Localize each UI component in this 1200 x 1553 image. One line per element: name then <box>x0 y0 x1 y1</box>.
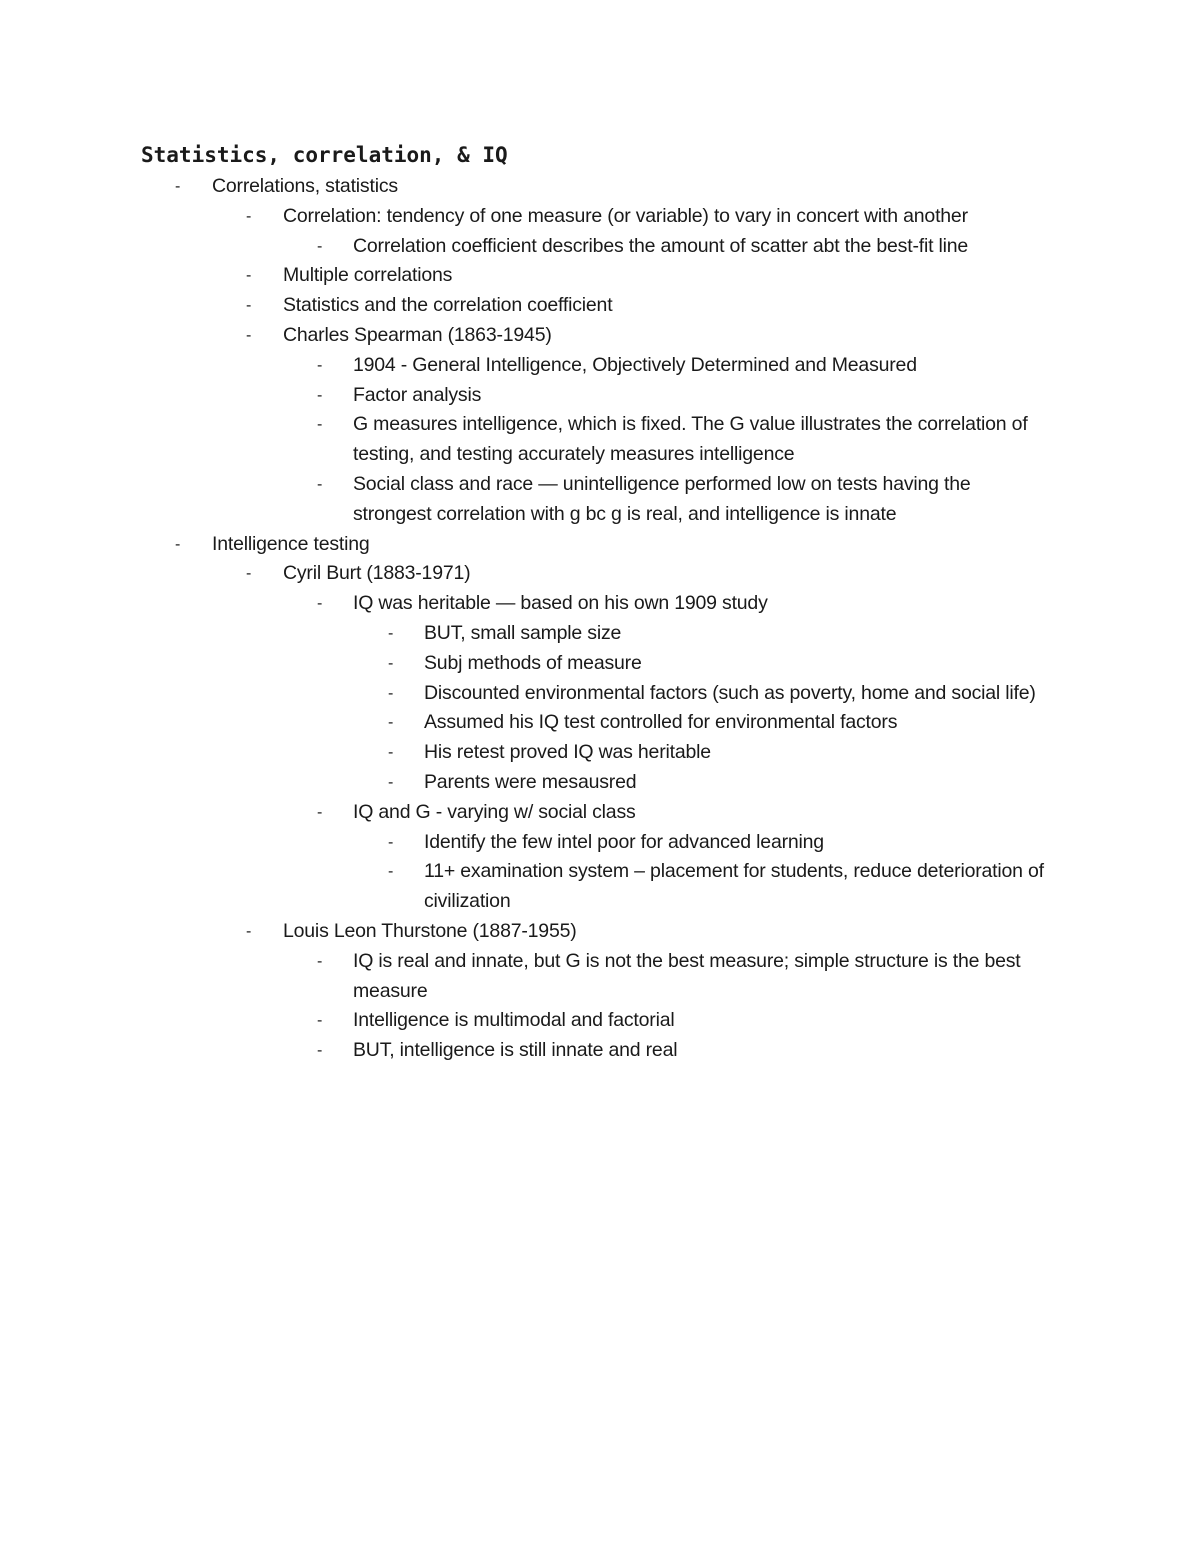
outline-item-text: His retest proved IQ was heritable <box>424 741 711 764</box>
outline-item-text: Discounted environmental factors (such as poverty, home and social life) <box>424 681 1036 704</box>
outline-item-level-2 <box>0 559 1200 589</box>
outline-item-level-3 <box>0 232 1200 262</box>
bullet-dash: - <box>388 714 394 732</box>
outline-item-text: Correlations, statistics <box>212 175 398 197</box>
bullet-dash: - <box>388 833 394 851</box>
outline-item-text: BUT, intelligence is still innate and real <box>353 1039 678 1062</box>
outline-item-text: Cyril Burt (1883-1971) <box>283 562 471 585</box>
outline-item-text: Correlation coefficient describes the amount of scatter abt the best-fit line <box>353 234 969 257</box>
outline-item-level-1 <box>0 172 1200 202</box>
bullet-dash: - <box>317 952 323 970</box>
bullet-dash: - <box>317 1042 323 1060</box>
outline-item-level-4 <box>0 649 1200 679</box>
outline-item-text: Intelligence testing <box>212 532 370 555</box>
outline-item-text: IQ is real and innate, but G is not the best measure; simple structure is the best measure <box>353 949 1021 1002</box>
bullet-dash: - <box>388 744 394 762</box>
outline-item-level-4 <box>0 828 1200 858</box>
outline-item-text: Identify the few intel poor for advanced learning <box>424 830 824 853</box>
outline-item-text: BUT, small sample size <box>424 621 622 644</box>
document-title: Statistics, correlation, & IQ <box>141 143 508 167</box>
outline-item-text: Multiple correlations <box>283 264 453 287</box>
bullet-dash: - <box>175 535 181 553</box>
outline-item-text: Correlation: tendency of one measure (or variable) to vary in concert with another <box>283 204 968 227</box>
bullet-dash: - <box>246 565 252 583</box>
outline-item-text: Charles Spearman (1863-1945) <box>283 323 552 346</box>
outline-item-level-3 <box>0 351 1200 381</box>
bullet-dash: - <box>317 595 323 613</box>
outline-item-level-2 <box>0 202 1200 232</box>
outline-item-level-4 <box>0 738 1200 768</box>
outline-item-level-4 <box>0 619 1200 649</box>
outline-item-text: Louis Leon Thurstone (1887-1955) <box>283 919 577 942</box>
bullet-dash: - <box>246 297 252 315</box>
bullet-dash: - <box>175 178 181 195</box>
outline-item-text: Social class and race — unintelligence performed low on tests having the strongest correlation with g bc g is real, and intelligence is innate <box>353 472 971 525</box>
bullet-dash: - <box>246 326 252 344</box>
outline-item-level-3 <box>0 589 1200 619</box>
bullet-dash: - <box>317 386 323 404</box>
outline-item-level-2 <box>0 261 1200 291</box>
bullet-dash: - <box>246 267 252 285</box>
outline-item-level-2 <box>0 291 1200 321</box>
bullet-dash: - <box>388 684 394 702</box>
outline-item-level-4 <box>0 679 1200 709</box>
bullet-dash: - <box>317 237 323 255</box>
bullet-dash: - <box>388 773 394 791</box>
bullet-dash: - <box>388 863 394 881</box>
bullet-dash: - <box>317 416 323 434</box>
bullet-dash: - <box>317 1012 323 1030</box>
outline-item-text: Assumed his IQ test controlled for environmental factors <box>424 711 898 734</box>
outline-item-text: Intelligence is multimodal and factorial <box>353 1009 675 1032</box>
outline-item-level-1 <box>0 530 1200 560</box>
outline-item-text: Subj methods of measure <box>424 651 642 674</box>
bullet-dash: - <box>246 207 252 225</box>
outline-item-level-3 <box>0 947 1200 1007</box>
outline-item-text: 1904 - General Intelligence, Objectively Determined and Measured <box>353 353 917 376</box>
outline-item-text: Factor analysis <box>353 383 482 406</box>
bullet-dash: - <box>388 624 394 642</box>
bullet-dash: - <box>317 475 323 493</box>
outline-item-level-4 <box>0 857 1200 917</box>
outline-item-level-4 <box>0 708 1200 738</box>
outline-item-text: Statistics and the correlation coefficient <box>283 294 613 317</box>
outline-item-text: 11+ examination system – placement for students, reduce deterioration of civilization <box>424 860 1044 913</box>
outline-item-level-2 <box>0 321 1200 351</box>
bullet-dash: - <box>317 356 323 374</box>
outline-item-text: Parents were mesausred <box>424 770 637 793</box>
notes-outline <box>0 172 1200 1066</box>
outline-item-level-3 <box>0 1006 1200 1036</box>
bullet-dash: - <box>246 922 252 940</box>
outline-item-level-3 <box>0 470 1200 530</box>
bullet-dash: - <box>317 803 323 821</box>
outline-item-text: IQ and G - varying w/ social class <box>353 800 636 823</box>
outline-item-level-3 <box>0 381 1200 411</box>
outline-item-text: IQ was heritable — based on his own 1909 study <box>353 592 768 615</box>
outline-item-level-2 <box>0 917 1200 947</box>
outline-item-level-3 <box>0 1036 1200 1066</box>
outline-item-text: G measures intelligence, which is fixed. The G value illustrates the correlation of testing, and testing accurately measures intelligence <box>353 413 1028 466</box>
outline-item-level-3 <box>0 798 1200 828</box>
outline-item-level-3 <box>0 410 1200 470</box>
outline-item-level-4 <box>0 768 1200 798</box>
bullet-dash: - <box>388 654 394 672</box>
